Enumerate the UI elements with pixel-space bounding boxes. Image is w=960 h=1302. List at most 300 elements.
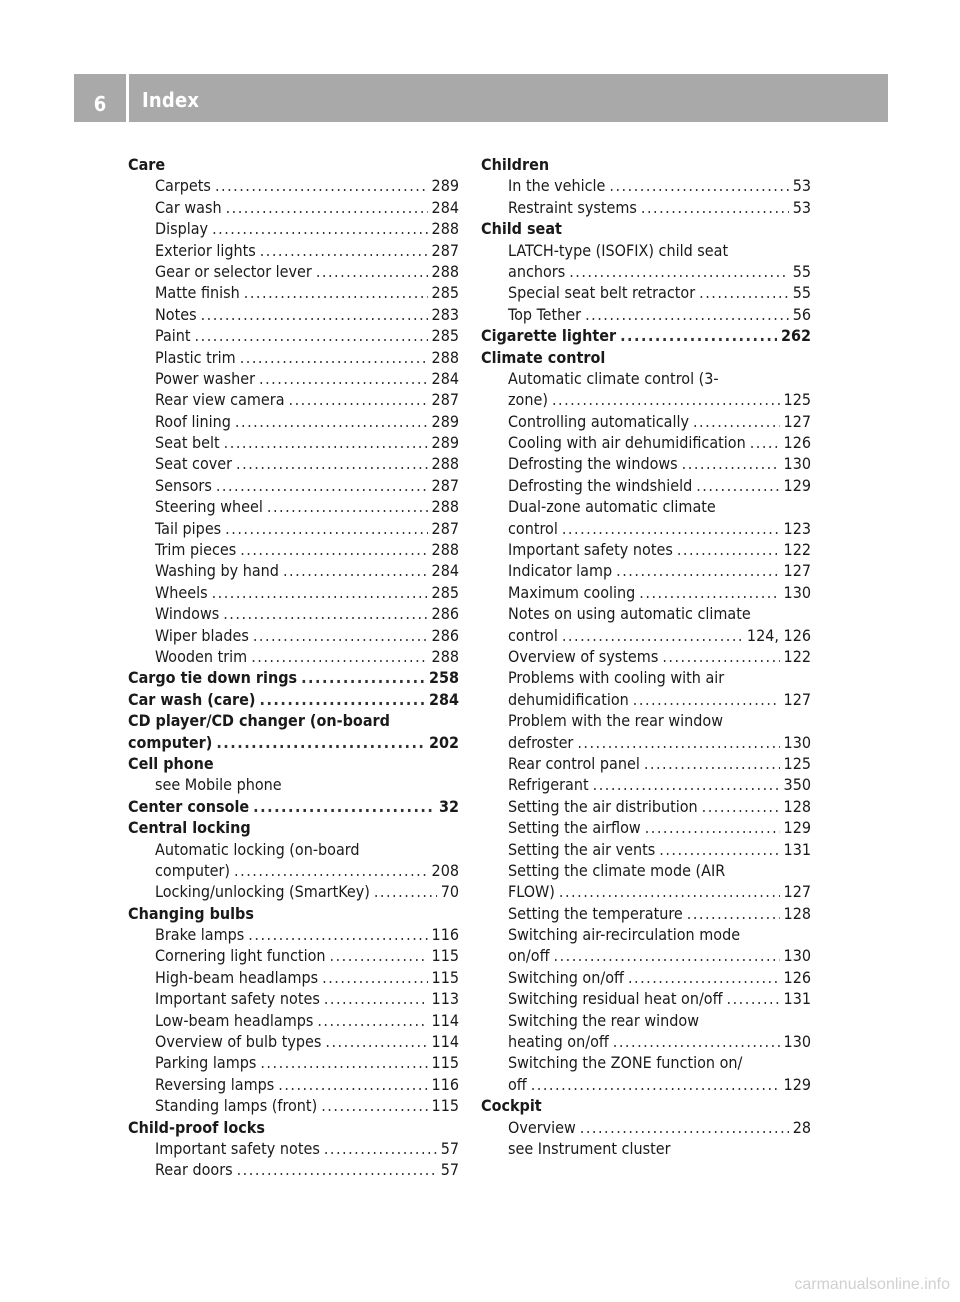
page-reference: 288: [431, 454, 459, 474]
entry-label: Wheels: [155, 582, 208, 602]
index-subentry: [128, 1074, 459, 1095]
entry-label: Overview of bulb types: [155, 1032, 322, 1052]
index-heading: [128, 710, 459, 731]
index-subentry: [128, 197, 459, 218]
leader-dots: [641, 197, 789, 218]
leader-dots: [251, 646, 427, 667]
page-reference: 126: [783, 967, 811, 987]
page-reference: 122: [783, 646, 811, 666]
index-subentry: [481, 304, 811, 325]
entry-label: zone): [508, 390, 548, 410]
entry-label: Low-beam headlamps: [155, 1010, 314, 1030]
leader-dots: [201, 304, 428, 325]
entry-label: Important safety notes: [155, 1138, 320, 1158]
leader-dots: [593, 774, 780, 795]
page-reference: 127: [783, 561, 811, 581]
leader-dots: [682, 453, 780, 474]
index-subentry: [481, 368, 811, 389]
entry-label: Plastic trim: [155, 347, 236, 367]
index-subentry: [481, 197, 811, 218]
index-subentry: [128, 304, 459, 325]
entry-label: Parking lamps: [155, 1053, 257, 1073]
index-subentry: [128, 881, 459, 902]
leader-dots: [267, 496, 428, 517]
entry-label: Car wash: [155, 197, 222, 217]
leader-dots: [727, 988, 780, 1009]
entry-label: Automatic locking (on-board: [155, 839, 360, 859]
entry-label: Setting the climate mode (AIR: [508, 860, 726, 880]
index-subentry: [128, 560, 459, 581]
entry-label: Problem with the rear window: [508, 711, 724, 731]
page-reference: 128: [783, 903, 811, 923]
index-subentry: [128, 582, 459, 603]
leader-dots: [316, 261, 428, 282]
leader-dots: [260, 240, 428, 261]
entry-label: Children: [481, 155, 550, 174]
index-subentry: [481, 710, 811, 731]
entry-label: Notes on using automatic climate: [508, 604, 751, 624]
leader-dots: [212, 582, 428, 603]
index-subentry: [128, 389, 459, 410]
page-reference: 130: [783, 454, 811, 474]
leader-dots: [235, 411, 428, 432]
index-subentry: [481, 560, 811, 581]
entry-label: Carpets: [155, 176, 211, 196]
index-heading: [128, 667, 459, 688]
index-subentry: [481, 988, 811, 1009]
entry-label: Cargo tie down rings: [128, 668, 298, 688]
leader-dots: [609, 175, 788, 196]
page-reference: 114: [431, 1032, 459, 1052]
index-subentry: [481, 175, 811, 196]
leader-dots: [321, 1095, 427, 1116]
entry-label: Roof lining: [155, 411, 231, 431]
entry-label: computer): [155, 860, 231, 880]
page-reference: 116: [431, 1074, 459, 1094]
leader-dots: [628, 967, 780, 988]
entry-label: Rear control panel: [508, 753, 640, 773]
entry-label: Switching on/off: [508, 967, 624, 987]
entry-label: Tail pipes: [155, 518, 222, 538]
page-reference: 127: [783, 882, 811, 902]
entry-label: Power washer: [155, 368, 256, 388]
page-reference: 289: [431, 411, 459, 431]
leader-dots: [215, 175, 428, 196]
entry-label: Wiper blades: [155, 625, 249, 645]
leader-dots: [259, 689, 424, 710]
page-reference: 288: [431, 646, 459, 666]
index-subentry: [128, 496, 459, 517]
leader-dots: [278, 1074, 427, 1095]
leader-dots: [224, 432, 428, 453]
page-reference: 127: [783, 411, 811, 431]
index-heading: [128, 154, 459, 175]
page-reference: 115: [431, 946, 459, 966]
page-reference: 129: [783, 1074, 811, 1094]
entry-label: Maximum cooling: [508, 582, 636, 602]
page-reference: 284: [431, 561, 459, 581]
entry-label: LATCH-type (ISOFIX) child seat: [508, 240, 729, 260]
entry-label: Rear view camera: [155, 390, 285, 410]
index-subentry: [481, 689, 811, 710]
leader-dots: [225, 518, 427, 539]
index-heading: [481, 347, 811, 368]
index-subentry: [481, 411, 811, 432]
entry-label: Overview: [508, 1117, 576, 1137]
leader-dots: [322, 967, 427, 988]
page-reference: 283: [431, 304, 459, 324]
index-subentry: [128, 218, 459, 239]
page-reference: 287: [431, 518, 459, 538]
page-reference: 126: [783, 433, 811, 453]
leader-dots: [259, 368, 428, 389]
page-reference: 262: [780, 326, 811, 346]
entry-label: Cockpit: [481, 1096, 542, 1116]
entry-label: Windows: [155, 604, 220, 624]
index-subentry: [128, 1052, 459, 1073]
leader-dots: [244, 282, 428, 303]
entry-label: High-beam headlamps: [155, 967, 319, 987]
entry-label: Steering wheel: [155, 497, 263, 517]
page-reference: 286: [431, 604, 459, 624]
entry-label: Defrosting the windows: [508, 454, 678, 474]
page-reference: 130: [783, 1032, 811, 1052]
leader-dots: [324, 988, 428, 1009]
entry-label: Trim pieces: [155, 540, 237, 560]
entry-label: Overview of systems: [508, 646, 659, 666]
leader-dots: [580, 1117, 789, 1138]
leader-dots: [195, 325, 428, 346]
index-subentry: [481, 753, 811, 774]
index-subentry: [481, 1138, 811, 1159]
entry-label: Care: [128, 155, 166, 174]
entry-label: Cornering light function: [155, 946, 326, 966]
leader-dots: [324, 1138, 437, 1159]
index-subentry: [128, 646, 459, 667]
page-reference: 124, 126: [746, 625, 811, 645]
leader-dots: [237, 1159, 437, 1180]
entry-label: CD player/CD changer (on-board: [128, 711, 390, 731]
entry-label: Rear doors: [155, 1160, 233, 1180]
entry-label: Problems with cooling with air: [508, 668, 725, 688]
leader-dots: [223, 603, 427, 624]
entry-label: defroster: [508, 732, 574, 752]
page-reference: 115: [431, 967, 459, 987]
page-reference: 55: [792, 261, 811, 281]
entry-label: Controlling automatically: [508, 411, 689, 431]
page-reference: 113: [431, 989, 459, 1009]
entry-label: Climate control: [481, 347, 606, 367]
leader-dots: [240, 539, 427, 560]
page-reference: 286: [431, 625, 459, 645]
entry-label: Central locking: [128, 818, 251, 838]
index-heading: [128, 796, 459, 817]
entry-label: Dual-zone automatic climate: [508, 497, 716, 517]
index-subentry: [128, 924, 459, 945]
page-reference: 123: [783, 518, 811, 538]
leader-dots: [616, 560, 779, 581]
page-reference: 288: [431, 219, 459, 239]
entry-label: Setting the airflow: [508, 818, 641, 838]
entry-label: Important safety notes: [508, 540, 673, 560]
entry-label: Switching air-recirculation mode: [508, 925, 741, 945]
watermark: carmanualsonline.info: [794, 1276, 950, 1293]
index-subentry: [481, 796, 811, 817]
entry-label: Switching residual heat on/off: [508, 989, 723, 1009]
index-subentry: [481, 646, 811, 667]
leader-dots: [577, 732, 779, 753]
leader-dots: [531, 1074, 780, 1095]
entry-label: Notes: [155, 304, 197, 324]
entry-label: anchors: [508, 261, 566, 281]
page-reference: 288: [431, 261, 459, 281]
entry-label: Center console: [128, 796, 250, 816]
page-reference: 56: [792, 304, 811, 324]
index-subentry: [128, 347, 459, 368]
entry-label: Setting the air distribution: [508, 796, 698, 816]
entry-label: dehumidification: [508, 689, 629, 709]
header-divider: [126, 74, 129, 122]
index-subentry: [481, 518, 811, 539]
page-reference: 350: [783, 775, 811, 795]
entry-label: Child seat: [481, 219, 562, 239]
page-reference: 288: [431, 347, 459, 367]
entry-label: Switching the ZONE function on/: [508, 1053, 743, 1073]
entry-label: Paint: [155, 326, 191, 346]
index-subentry: [481, 1117, 811, 1138]
page-reference: 129: [783, 818, 811, 838]
page-reference: 32: [438, 796, 459, 816]
page-reference: 288: [431, 497, 459, 517]
leader-dots: [226, 197, 428, 218]
index-subentry: [481, 261, 811, 282]
index-subentry: [128, 368, 459, 389]
leader-dots: [234, 860, 427, 881]
index-heading: [481, 154, 811, 175]
index-subentry: [481, 240, 811, 261]
leader-dots: [253, 625, 428, 646]
index-heading: [481, 1095, 811, 1116]
leader-dots: [693, 411, 780, 432]
leader-dots: [289, 389, 428, 410]
page-reference: 122: [783, 540, 811, 560]
entry-label: Cell phone: [128, 753, 214, 773]
index-subentry: [481, 667, 811, 688]
page-reference: 128: [783, 796, 811, 816]
leader-dots: [559, 881, 780, 902]
leader-dots: [662, 646, 779, 667]
index-subentry: [128, 1159, 459, 1180]
index-subentry: [128, 325, 459, 346]
index-subentry: [481, 432, 811, 453]
entry-label: Washing by hand: [155, 561, 279, 581]
index-subentry: [128, 603, 459, 624]
leader-dots: [562, 518, 780, 539]
page-reference: 284: [431, 368, 459, 388]
leader-dots: [253, 796, 435, 817]
page-reference: 55: [792, 283, 811, 303]
index-subentry: [128, 1095, 459, 1116]
entry-label: Wooden trim: [155, 646, 248, 666]
entry-label: computer): [128, 732, 213, 752]
index-subentry: [128, 1010, 459, 1031]
page-reference: 125: [783, 753, 811, 773]
index-subentry: [481, 496, 811, 517]
index-subentry: [481, 967, 811, 988]
leader-dots: [330, 945, 428, 966]
index-subentry: [481, 475, 811, 496]
leader-dots: [216, 475, 428, 496]
entry-label: Reversing lamps: [155, 1074, 275, 1094]
page-reference: 287: [431, 390, 459, 410]
leader-dots: [677, 539, 780, 560]
index-subentry: [481, 924, 811, 945]
entry-label: Important safety notes: [155, 989, 320, 1009]
page-reference: 208: [431, 860, 459, 880]
page-reference: 53: [792, 176, 811, 196]
entry-label: Cooling with air dehumidification: [508, 433, 746, 453]
leader-dots: [562, 625, 743, 646]
leader-dots: [620, 325, 777, 346]
entry-label: on/off: [508, 946, 550, 966]
index-heading: [128, 1117, 459, 1138]
entry-label: control: [508, 625, 558, 645]
page-reference: 287: [431, 240, 459, 260]
page-reference: 130: [783, 732, 811, 752]
leader-dots: [639, 582, 779, 603]
entry-label: Display: [155, 219, 209, 239]
entry-label: Restraint systems: [508, 197, 637, 217]
index-subentry: [128, 261, 459, 282]
index-subentry: [128, 860, 459, 881]
leader-dots: [750, 432, 780, 453]
leader-dots: [699, 282, 789, 303]
leader-dots: [554, 945, 780, 966]
index-subentry: [128, 774, 459, 795]
entry-label: Setting the air vents: [508, 839, 656, 859]
index-subentry: [481, 1010, 811, 1031]
index-subentry: [481, 903, 811, 924]
index-subentry: [128, 1138, 459, 1159]
page-reference: 258: [428, 668, 459, 688]
entry-label: Indicator lamp: [508, 561, 613, 581]
entry-label: Child-proof locks: [128, 1117, 265, 1137]
page-reference: 130: [783, 582, 811, 602]
leader-dots: [702, 796, 780, 817]
index-subentry: [128, 282, 459, 303]
index-subentry: [481, 860, 811, 881]
index-column-left: [128, 154, 459, 1181]
index-heading: [128, 817, 459, 838]
index-subentry: [481, 817, 811, 838]
index-subentry: [128, 839, 459, 860]
leader-dots: [212, 218, 427, 239]
index-subentry: [128, 988, 459, 1009]
entry-label: Automatic climate control (3-: [508, 368, 719, 388]
index-subentry: [481, 1074, 811, 1095]
page-number: 6: [93, 92, 107, 116]
leader-dots: [585, 304, 789, 325]
entry-label: Seat belt: [155, 433, 220, 453]
index-subentry: [481, 732, 811, 753]
index-subentry: [481, 774, 811, 795]
index-subentry: [481, 1052, 811, 1073]
index-subentry: [128, 432, 459, 453]
page-reference: 287: [431, 475, 459, 495]
page-reference: 115: [431, 1053, 459, 1073]
index-subentry: [481, 625, 811, 646]
leader-dots: [283, 560, 428, 581]
leader-dots: [236, 453, 427, 474]
index-subentry: [481, 453, 811, 474]
index-heading: [128, 732, 459, 753]
page-reference: 284: [431, 197, 459, 217]
entry-label: Refrigerant: [508, 775, 589, 795]
index-heading: [481, 218, 811, 239]
page-reference: 53: [792, 197, 811, 217]
entry-label: Seat cover: [155, 454, 233, 474]
leader-dots: [569, 261, 788, 282]
entry-label: Top Tether: [508, 304, 582, 324]
index-subentry: [128, 453, 459, 474]
leader-dots: [301, 667, 425, 688]
index-subentry: [128, 175, 459, 196]
index-subentry: [481, 839, 811, 860]
index-subentry: [128, 1031, 459, 1052]
index-subentry: [481, 603, 811, 624]
index-subentry: [128, 967, 459, 988]
entry-label: Matte finish: [155, 283, 240, 303]
page-reference: 57: [440, 1138, 459, 1158]
leader-dots: [374, 881, 437, 902]
leader-dots: [240, 347, 428, 368]
page-reference: 285: [431, 582, 459, 602]
entry-label: Brake lamps: [155, 925, 245, 945]
page-reference: 70: [440, 882, 459, 902]
index-subentry: [128, 518, 459, 539]
index-subentry: [481, 945, 811, 966]
leader-dots: [216, 732, 425, 753]
entry-label: Cigarette lighter: [481, 326, 617, 346]
index-subentry: [128, 475, 459, 496]
leader-dots: [325, 1031, 427, 1052]
entry-label: Locking/unlocking (SmartKey): [155, 882, 370, 902]
page-reference: 131: [783, 989, 811, 1009]
entry-label: FLOW): [508, 882, 555, 902]
index-subentry: [481, 1031, 811, 1052]
page-reference: 285: [431, 283, 459, 303]
entry-label: Changing bulbs: [128, 903, 254, 923]
leader-dots: [645, 817, 780, 838]
page-reference: 114: [431, 1010, 459, 1030]
index-subentry: [481, 389, 811, 410]
leader-dots: [552, 389, 780, 410]
page-reference: 115: [431, 1096, 459, 1116]
index-subentry: [481, 881, 811, 902]
leader-dots: [659, 839, 779, 860]
index-heading: [481, 325, 811, 346]
entry-label: see Mobile phone: [155, 775, 282, 795]
entry-label: Exterior lights: [155, 240, 256, 260]
page-reference: 285: [431, 326, 459, 346]
page-reference: 28: [792, 1117, 811, 1137]
leader-dots: [613, 1031, 780, 1052]
page-reference: 288: [431, 540, 459, 560]
entry-label: off: [508, 1074, 527, 1094]
page-reference: 284: [428, 689, 459, 709]
page-reference: 131: [783, 839, 811, 859]
index-subentry: [128, 240, 459, 261]
